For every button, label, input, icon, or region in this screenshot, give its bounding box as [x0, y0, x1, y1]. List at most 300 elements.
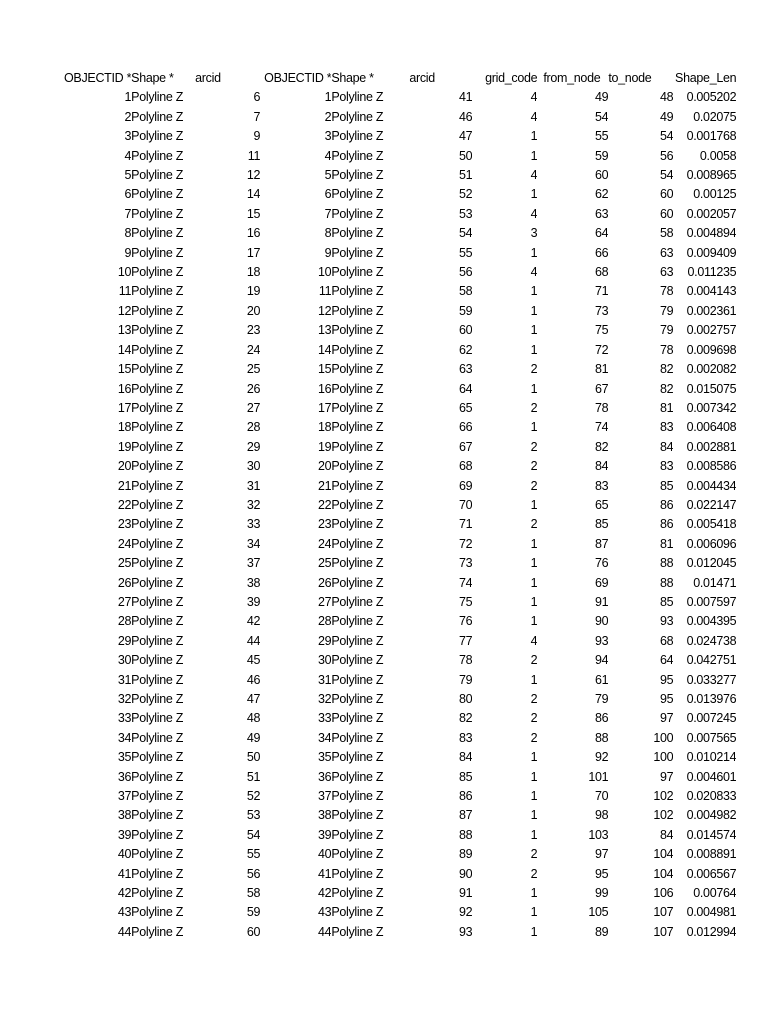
table-row	[60, 884, 736, 903]
cell-grid-code: 1	[530, 924, 538, 939]
cell-shape-1: Polyline Z	[131, 711, 184, 726]
cell-to-node: 104	[653, 866, 674, 881]
table-row	[60, 923, 736, 942]
cell-shape-1: Polyline Z	[131, 497, 184, 512]
cell-arcid-1: 31	[246, 478, 261, 493]
table-row	[60, 535, 736, 554]
header-shape-1: Shape *	[131, 71, 174, 85]
cell-arcid-1: 7	[253, 109, 261, 124]
table-row	[60, 205, 736, 224]
cell-from-node: 69	[595, 575, 609, 590]
cell-shape-2: Polyline Z	[331, 400, 384, 415]
cell-objectid-1: 23	[117, 517, 132, 532]
cell-shape-2: Polyline Z	[331, 847, 384, 862]
cell-from-node: 97	[595, 847, 609, 862]
cell-objectid-1: 18	[117, 420, 132, 435]
cell-from-node: 68	[595, 265, 609, 280]
cell-arcid-2: 92	[459, 905, 473, 920]
cell-objectid-1: 37	[117, 789, 132, 804]
cell-arcid-1: 45	[246, 653, 261, 668]
cell-objectid-2: 23	[318, 517, 332, 532]
cell-shape-1: Polyline Z	[131, 769, 184, 784]
cell-arcid-2: 80	[459, 692, 473, 706]
table-row	[60, 185, 736, 204]
cell-arcid-2: 55	[459, 245, 473, 260]
cell-arcid-2: 65	[459, 400, 473, 415]
cell-objectid-2: 39	[318, 827, 332, 842]
cell-shape-len: 0.00764	[693, 886, 737, 901]
cell-arcid-2: 41	[459, 90, 473, 105]
cell-objectid-1: 35	[117, 750, 132, 765]
cell-arcid-1: 48	[246, 711, 261, 726]
cell-grid-code: 1	[530, 342, 538, 357]
cell-arcid-1: 26	[246, 381, 261, 396]
cell-shape-len: 0.024738	[686, 633, 737, 648]
cell-shape-1: Polyline Z	[131, 226, 184, 241]
cell-to-node: 54	[660, 129, 674, 144]
attribute-table	[60, 69, 736, 942]
cell-shape-2: Polyline Z	[331, 497, 384, 512]
cell-to-node: 102	[653, 808, 674, 823]
table-row	[60, 787, 736, 806]
table-row	[60, 302, 736, 321]
cell-shape-1: Polyline Z	[131, 692, 184, 706]
cell-shape-2: Polyline Z	[331, 750, 384, 765]
cell-arcid-1: 51	[246, 769, 261, 784]
cell-arcid-1: 6	[253, 90, 261, 105]
cell-objectid-1: 21	[117, 478, 132, 493]
cell-shape-len: 0.004434	[686, 478, 737, 493]
cell-arcid-2: 46	[459, 109, 473, 124]
cell-to-node: 93	[660, 614, 674, 629]
cell-shape-len: 0.001768	[686, 129, 737, 144]
cell-arcid-1: 47	[246, 692, 261, 706]
cell-arcid-1: 12	[246, 168, 261, 183]
cell-from-node: 78	[595, 400, 609, 415]
cell-from-node: 71	[595, 284, 609, 299]
cell-shape-len: 0.012994	[686, 924, 737, 939]
table-row	[60, 651, 736, 670]
cell-to-node: 100	[653, 750, 674, 765]
table-row	[60, 147, 736, 166]
cell-shape-2: Polyline Z	[331, 556, 384, 571]
cell-objectid-2: 34	[318, 730, 332, 745]
cell-grid-code: 1	[530, 187, 538, 202]
cell-objectid-2: 35	[318, 750, 332, 765]
cell-grid-code: 2	[530, 459, 538, 474]
cell-from-node: 55	[595, 129, 609, 144]
cell-to-node: 68	[660, 633, 674, 648]
cell-shape-len: 0.010214	[686, 750, 737, 765]
cell-shape-1: Polyline Z	[131, 575, 184, 590]
cell-arcid-2: 90	[459, 866, 473, 881]
cell-grid-code: 1	[530, 672, 538, 687]
cell-grid-code: 1	[530, 575, 538, 590]
cell-shape-len: 0.009409	[686, 245, 737, 260]
cell-shape-1: Polyline Z	[131, 148, 184, 163]
cell-objectid-1: 5	[124, 168, 132, 183]
table-row	[60, 108, 736, 127]
cell-from-node: 83	[595, 478, 609, 493]
cell-shape-1: Polyline Z	[131, 381, 184, 396]
cell-grid-code: 1	[530, 303, 538, 318]
cell-shape-len: 0.007597	[686, 594, 737, 609]
cell-shape-len: 0.002757	[686, 323, 737, 338]
cell-objectid-2: 31	[318, 672, 332, 687]
cell-arcid-1: 59	[246, 905, 261, 920]
cell-arcid-2: 68	[459, 459, 473, 474]
cell-shape-1: Polyline Z	[131, 789, 184, 804]
cell-objectid-2: 24	[318, 536, 332, 551]
cell-shape-2: Polyline Z	[331, 924, 384, 939]
cell-from-node: 73	[595, 303, 609, 318]
cell-shape-1: Polyline Z	[131, 905, 184, 920]
table-row	[60, 399, 736, 418]
cell-arcid-1: 37	[246, 556, 261, 571]
cell-shape-len: 0.004395	[686, 614, 737, 629]
table-row	[60, 709, 736, 728]
cell-arcid-1: 42	[246, 614, 261, 629]
cell-shape-2: Polyline Z	[331, 575, 384, 590]
cell-objectid-1: 15	[117, 362, 132, 377]
cell-grid-code: 2	[530, 730, 538, 745]
cell-shape-1: Polyline Z	[131, 653, 184, 668]
cell-from-node: 86	[595, 711, 609, 726]
cell-objectid-2: 40	[318, 847, 332, 862]
cell-arcid-1: 25	[246, 362, 261, 377]
cell-arcid-1: 39	[246, 594, 261, 609]
cell-from-node: 101	[588, 769, 609, 784]
cell-to-node: 54	[660, 168, 674, 183]
cell-arcid-2: 59	[459, 303, 473, 318]
cell-grid-code: 1	[530, 594, 538, 609]
cell-grid-code: 2	[530, 439, 538, 454]
cell-shape-len: 0.012045	[686, 556, 737, 571]
cell-from-node: 66	[595, 245, 609, 260]
cell-shape-len: 0.042751	[686, 653, 737, 668]
cell-objectid-2: 20	[318, 459, 332, 474]
cell-to-node: 63	[660, 265, 674, 280]
cell-to-node: 82	[660, 362, 674, 377]
cell-grid-code: 1	[530, 827, 538, 842]
cell-objectid-2: 32	[318, 692, 332, 706]
cell-from-node: 59	[595, 148, 609, 163]
cell-shape-2: Polyline Z	[331, 692, 384, 706]
cell-grid-code: 1	[530, 245, 538, 260]
cell-from-node: 75	[595, 323, 609, 338]
table-row	[60, 321, 736, 340]
cell-shape-1: Polyline Z	[131, 90, 184, 105]
cell-grid-code: 1	[530, 420, 538, 435]
cell-objectid-1: 22	[117, 497, 132, 512]
cell-shape-1: Polyline Z	[131, 536, 184, 551]
cell-shape-2: Polyline Z	[331, 323, 384, 338]
cell-to-node: 78	[660, 284, 674, 299]
cell-from-node: 99	[595, 886, 609, 901]
cell-grid-code: 2	[530, 400, 538, 415]
cell-arcid-2: 60	[459, 323, 473, 338]
cell-shape-2: Polyline Z	[331, 129, 384, 144]
cell-from-node: 61	[595, 672, 609, 687]
cell-grid-code: 4	[530, 109, 538, 124]
cell-shape-len: 0.002082	[686, 362, 737, 377]
cell-objectid-2: 19	[318, 439, 332, 454]
cell-shape-2: Polyline Z	[331, 362, 384, 377]
cell-objectid-1: 20	[117, 459, 132, 474]
cell-arcid-1: 55	[246, 847, 261, 862]
cell-arcid-1: 14	[246, 187, 261, 202]
table-row	[60, 845, 736, 864]
cell-arcid-2: 75	[459, 594, 473, 609]
cell-to-node: 82	[660, 381, 674, 396]
cell-objectid-2: 5	[324, 168, 332, 183]
cell-arcid-1: 52	[246, 789, 261, 804]
cell-grid-code: 2	[530, 653, 538, 668]
header-arcid-2: arcid	[409, 71, 435, 85]
cell-shape-2: Polyline Z	[331, 420, 384, 435]
cell-arcid-2: 70	[459, 497, 473, 512]
table-row	[60, 477, 736, 496]
cell-objectid-1: 12	[117, 303, 132, 318]
cell-shape-2: Polyline Z	[331, 265, 384, 280]
cell-from-node: 89	[595, 924, 609, 939]
cell-objectid-2: 22	[318, 497, 332, 512]
cell-arcid-2: 85	[459, 769, 473, 784]
cell-to-node: 64	[660, 653, 674, 668]
table-row	[60, 554, 736, 573]
cell-shape-1: Polyline Z	[131, 303, 184, 318]
cell-to-node: 85	[660, 594, 674, 609]
cell-arcid-2: 69	[459, 478, 473, 493]
cell-objectid-1: 1	[124, 90, 132, 105]
cell-shape-len: 0.011235	[687, 265, 737, 280]
cell-objectid-2: 11	[318, 284, 332, 299]
cell-shape-2: Polyline Z	[331, 789, 384, 804]
cell-to-node: 79	[660, 323, 674, 338]
cell-grid-code: 1	[530, 886, 538, 901]
cell-arcid-2: 79	[459, 672, 473, 687]
cell-shape-1: Polyline Z	[131, 672, 184, 687]
cell-shape-len: 0.013976	[686, 692, 737, 706]
cell-objectid-2: 3	[324, 129, 332, 144]
table-row	[60, 380, 736, 399]
cell-objectid-2: 28	[318, 614, 332, 629]
header-shape-2: Shape *	[331, 71, 374, 85]
table-row	[60, 263, 736, 282]
cell-arcid-2: 52	[459, 187, 473, 202]
cell-arcid-2: 62	[459, 342, 473, 357]
cell-from-node: 88	[595, 730, 609, 745]
cell-shape-2: Polyline Z	[331, 730, 384, 745]
cell-arcid-2: 63	[459, 362, 473, 377]
cell-arcid-2: 47	[459, 129, 473, 144]
cell-to-node: 85	[660, 478, 674, 493]
cell-from-node: 105	[588, 905, 609, 920]
table-row	[60, 903, 736, 922]
table-row	[60, 768, 736, 787]
table-row	[60, 748, 736, 767]
table-row	[60, 438, 736, 457]
cell-arcid-1: 16	[246, 226, 261, 241]
cell-arcid-2: 66	[459, 420, 473, 435]
cell-shape-1: Polyline Z	[131, 633, 184, 648]
cell-shape-1: Polyline Z	[131, 187, 184, 202]
cell-arcid-1: 44	[246, 633, 261, 648]
cell-arcid-2: 54	[459, 226, 473, 241]
cell-arcid-1: 60	[246, 924, 261, 939]
cell-shape-1: Polyline Z	[131, 750, 184, 765]
cell-to-node: 58	[660, 226, 674, 241]
cell-to-node: 104	[653, 847, 674, 862]
cell-shape-2: Polyline Z	[331, 711, 384, 726]
cell-objectid-2: 21	[318, 478, 332, 493]
cell-arcid-1: 30	[246, 459, 261, 474]
cell-objectid-1: 40	[117, 847, 132, 862]
cell-objectid-2: 10	[318, 265, 332, 280]
cell-shape-1: Polyline Z	[131, 420, 184, 435]
cell-shape-len: 0.009698	[686, 342, 737, 357]
cell-arcid-2: 51	[459, 168, 473, 183]
cell-shape-len: 0.004601	[686, 769, 737, 784]
cell-to-node: 48	[660, 90, 674, 105]
cell-shape-len: 0.008965	[686, 168, 737, 183]
cell-arcid-1: 23	[246, 323, 261, 338]
table-row	[60, 729, 736, 748]
table-row	[60, 593, 736, 612]
cell-objectid-2: 15	[318, 362, 332, 377]
cell-arcid-2: 86	[459, 789, 473, 804]
header-shape-len: Shape_Len	[675, 71, 737, 85]
cell-from-node: 103	[588, 827, 609, 842]
cell-shape-len: 0.014574	[686, 827, 737, 842]
cell-objectid-1: 25	[117, 556, 132, 571]
cell-shape-len: 0.004982	[686, 808, 737, 823]
header-arcid-1: arcid	[195, 71, 221, 85]
table-row	[60, 690, 736, 709]
table-row	[60, 88, 736, 107]
cell-objectid-1: 27	[117, 594, 132, 609]
cell-objectid-1: 9	[124, 245, 132, 260]
cell-shape-2: Polyline Z	[331, 517, 384, 532]
cell-from-node: 95	[595, 866, 609, 881]
cell-objectid-1: 2	[124, 109, 132, 124]
cell-shape-len: 0.004894	[686, 226, 737, 241]
cell-from-node: 63	[595, 206, 609, 221]
cell-objectid-1: 31	[117, 672, 132, 687]
cell-arcid-1: 56	[246, 866, 261, 881]
cell-arcid-1: 46	[246, 672, 261, 687]
cell-arcid-2: 78	[459, 653, 473, 668]
cell-arcid-2: 91	[459, 886, 473, 901]
cell-shape-1: Polyline Z	[131, 517, 184, 532]
cell-arcid-2: 72	[459, 536, 473, 551]
cell-to-node: 97	[660, 711, 674, 726]
cell-to-node: 81	[660, 536, 674, 551]
cell-grid-code: 4	[530, 168, 538, 183]
cell-objectid-2: 30	[318, 653, 332, 668]
cell-shape-1: Polyline Z	[131, 284, 184, 299]
cell-objectid-2: 36	[318, 769, 332, 784]
cell-shape-2: Polyline Z	[331, 672, 384, 687]
cell-shape-1: Polyline Z	[131, 478, 184, 493]
cell-arcid-2: 89	[459, 847, 473, 862]
cell-to-node: 95	[660, 672, 674, 687]
cell-shape-1: Polyline Z	[131, 459, 184, 474]
cell-objectid-1: 36	[117, 769, 132, 784]
table-body	[60, 88, 736, 942]
cell-shape-2: Polyline Z	[331, 633, 384, 648]
cell-shape-len: 0.007565	[686, 730, 737, 745]
cell-objectid-1: 16	[117, 381, 132, 396]
cell-from-node: 84	[595, 459, 609, 474]
cell-shape-2: Polyline Z	[331, 614, 384, 629]
cell-objectid-1: 39	[117, 827, 132, 842]
cell-arcid-2: 83	[459, 730, 473, 745]
cell-objectid-1: 6	[124, 187, 132, 202]
cell-shape-1: Polyline Z	[131, 206, 184, 221]
cell-shape-len: 0.005418	[686, 517, 737, 532]
cell-shape-len: 0.008891	[686, 847, 737, 862]
table-row	[60, 632, 736, 651]
cell-from-node: 70	[595, 789, 609, 804]
cell-arcid-1: 33	[246, 517, 261, 532]
cell-grid-code: 4	[530, 633, 538, 648]
cell-shape-1: Polyline Z	[131, 730, 184, 745]
cell-arcid-2: 77	[459, 633, 473, 648]
cell-shape-len: 0.007245	[686, 711, 737, 726]
cell-objectid-2: 16	[318, 381, 332, 396]
table-row	[60, 806, 736, 825]
table-row	[60, 496, 736, 515]
cell-objectid-2: 12	[318, 303, 332, 318]
cell-shape-2: Polyline Z	[331, 148, 384, 163]
cell-objectid-1: 26	[117, 575, 132, 590]
cell-grid-code: 4	[530, 206, 538, 221]
cell-to-node: 49	[660, 109, 674, 124]
cell-shape-1: Polyline Z	[131, 362, 184, 377]
cell-grid-code: 1	[530, 808, 538, 823]
cell-shape-len: 0.033277	[686, 672, 737, 687]
cell-arcid-1: 27	[246, 400, 261, 415]
cell-shape-len: 0.006567	[686, 866, 737, 881]
cell-to-node: 95	[660, 692, 674, 706]
cell-grid-code: 1	[530, 536, 538, 551]
cell-shape-len: 0.004981	[686, 905, 737, 920]
cell-objectid-1: 44	[117, 924, 132, 939]
cell-objectid-1: 43	[117, 905, 132, 920]
cell-from-node: 74	[595, 420, 609, 435]
cell-arcid-1: 54	[246, 827, 261, 842]
cell-objectid-2: 7	[324, 206, 332, 221]
cell-objectid-2: 41	[318, 866, 332, 881]
cell-shape-2: Polyline Z	[331, 905, 384, 920]
header-from-node: from_node	[543, 71, 601, 85]
table-row	[60, 418, 736, 437]
cell-shape-1: Polyline Z	[131, 847, 184, 862]
cell-grid-code: 2	[530, 362, 538, 377]
cell-arcid-1: 50	[246, 750, 261, 765]
cell-shape-1: Polyline Z	[131, 866, 184, 881]
cell-shape-2: Polyline Z	[331, 866, 384, 881]
header-objectid-1: OBJECTID *	[64, 71, 132, 85]
cell-from-node: 93	[595, 633, 609, 648]
cell-objectid-1: 19	[117, 439, 132, 454]
cell-from-node: 90	[595, 614, 609, 629]
cell-shape-2: Polyline Z	[331, 168, 384, 183]
cell-shape-len: 0.022147	[686, 497, 737, 512]
cell-objectid-1: 8	[124, 226, 132, 241]
header-grid-code: grid_code	[485, 71, 538, 85]
